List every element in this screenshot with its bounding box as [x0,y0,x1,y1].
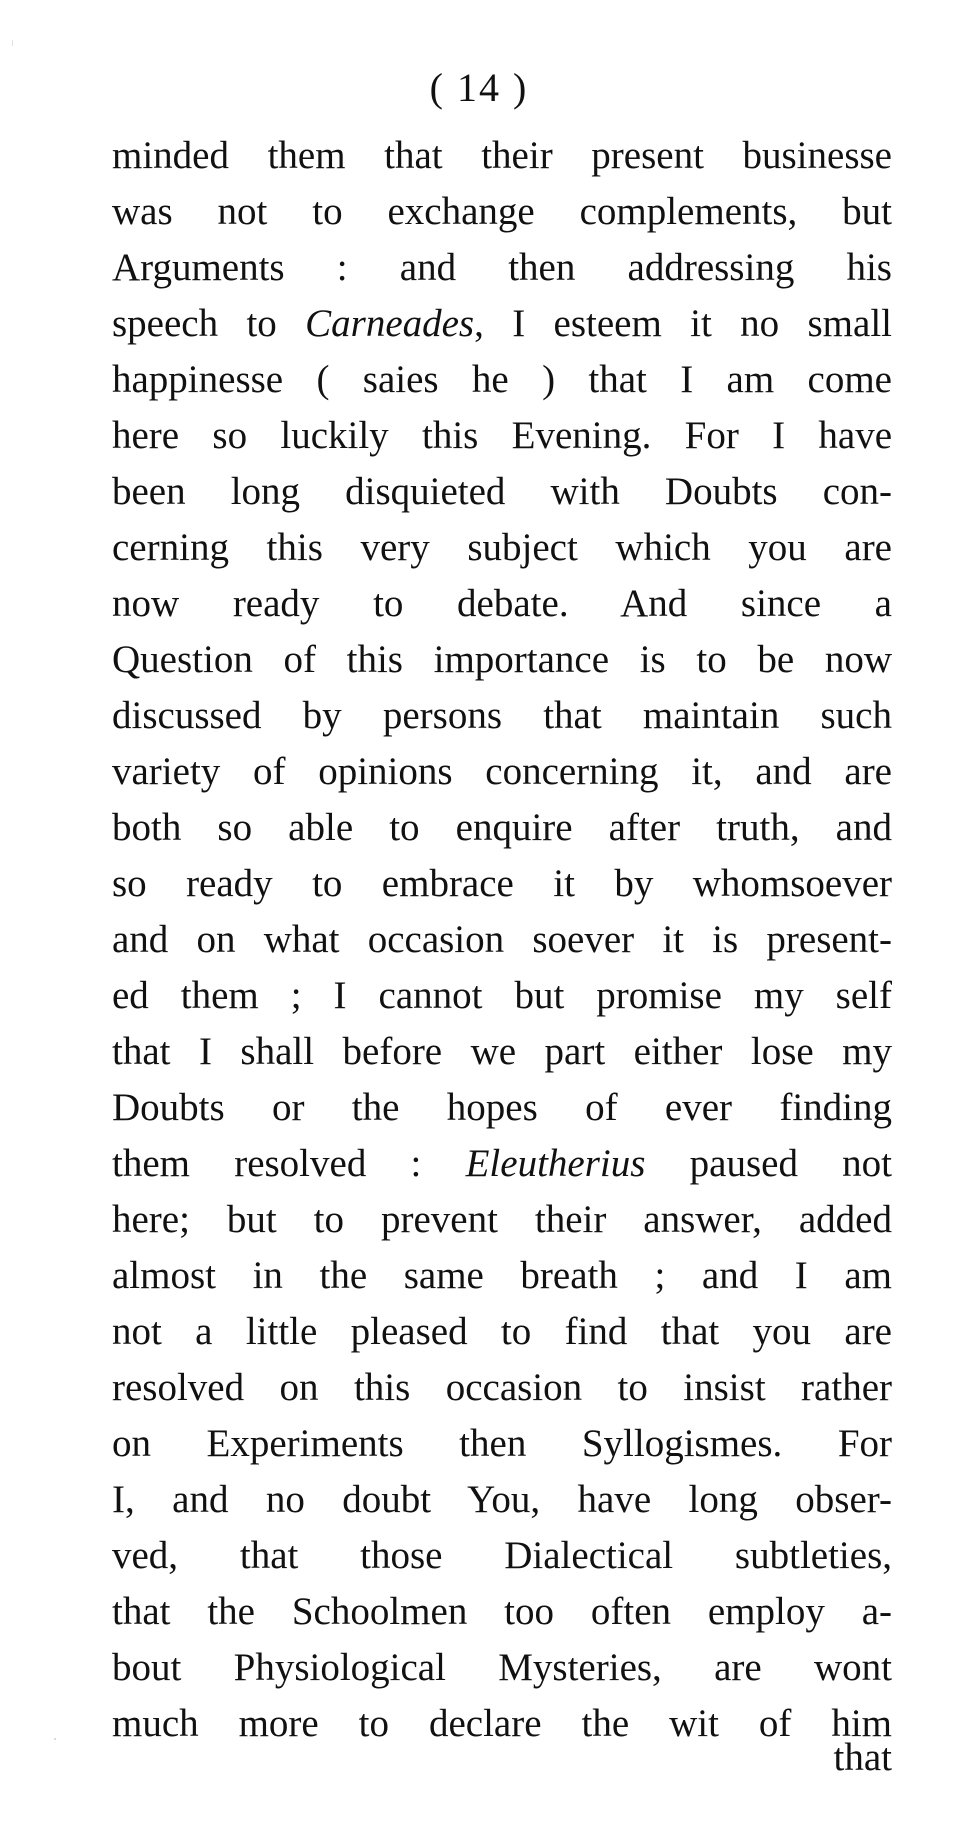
text-line: not a little pleased to find that you are [112,1310,892,1353]
body-text [112,128,892,1752]
text-line: here so luckily this Evening. For I have [112,414,892,457]
text-line: Question of this importance is to be now [112,638,892,681]
text-line: I, and no doubt You, have long obser- [112,1478,892,1521]
scan-speck [54,1738,56,1740]
page-number: ( 14 ) [429,65,529,110]
italic-name: Eleutherius [465,1142,646,1185]
text-line: now ready to debate. And since a [112,582,892,625]
text-line: and on what occasion soever it is present- [112,918,892,961]
catchword: that [833,1736,892,1779]
text-line: so ready to embrace it by whomsoever [112,862,892,905]
text-line: on Experiments then Syllogismes. For [112,1422,892,1465]
text-line: been long disquieted with Doubts con- [112,470,892,513]
text-line: bout Physiological Mysteries, are wont [112,1646,892,1689]
text-line: cerning this very subject which you are [112,526,892,569]
text-line: here; but to prevent their answer, added [112,1198,892,1241]
text-line: happinesse ( saies he ) that I am come [112,358,892,401]
text-line: them resolved : Eleutherius paused not [112,1142,892,1185]
text-line: was not to exchange complements, but [112,190,892,233]
text-line: much more to declare the wit of him [112,1702,892,1745]
scan-mark [12,40,13,46]
italic-name: Carneades [305,302,475,345]
text-line: discussed by persons that maintain such [112,694,892,737]
text-line: ed them ; I cannot but promise my self [112,974,892,1017]
text-line: Arguments : and then addressing his [112,246,892,289]
text-line: that I shall before we part either lose my [112,1030,892,1073]
text-line: variety of opinions concerning it, and are [112,750,892,793]
text-line: almost in the same breath ; and I am [112,1254,892,1297]
text-line: resolved on this occasion to insist rather [112,1366,892,1409]
text-line: speech to Carneades, I esteem it no small [112,302,892,345]
text-line: that the Schoolmen too often employ a- [112,1590,892,1633]
text-line: Doubts or the hopes of ever finding [112,1086,892,1129]
text-line: ved, that those Dialectical subtleties, [112,1534,892,1577]
text-line: both so able to enquire after truth, and [112,806,892,849]
text-line: minded them that their present businesse [112,134,892,177]
